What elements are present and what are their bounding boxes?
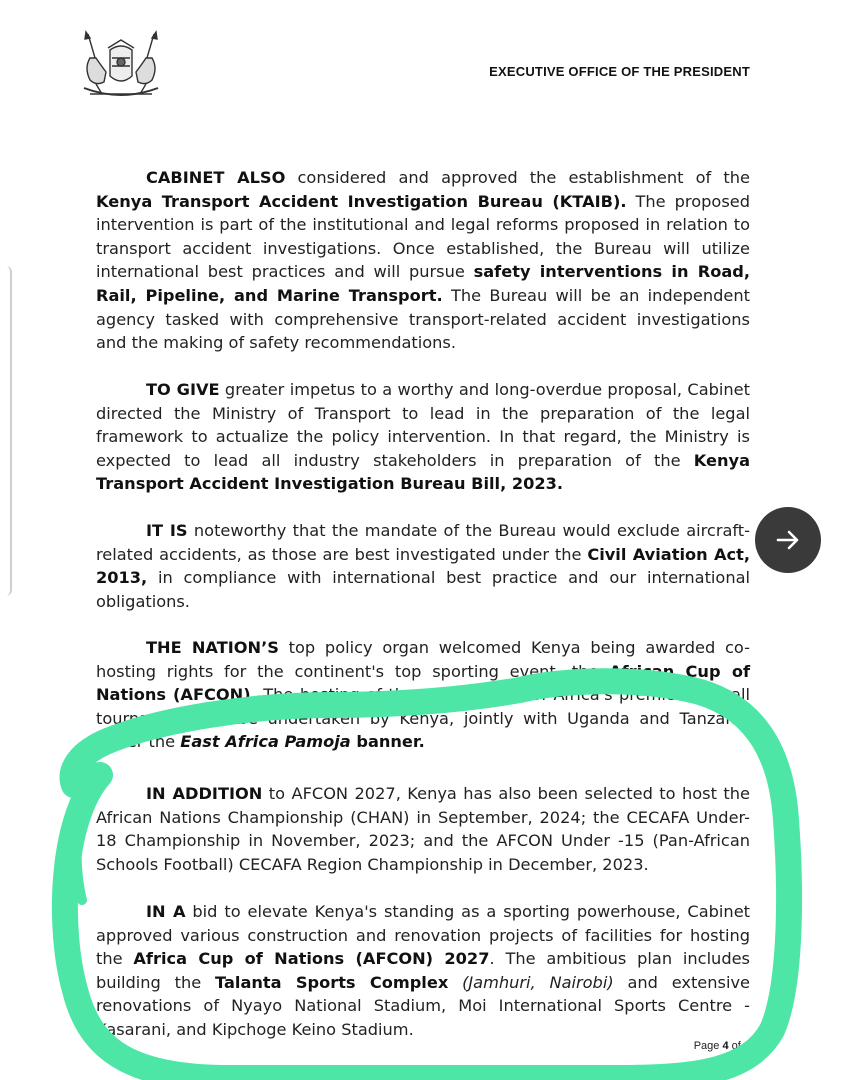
- arrow-right-icon: [772, 524, 804, 556]
- paragraph-in-a-bid: IN A bid to elevate Kenya's standing as a sporting powerhouse, Cabinet approved various construction and renovation projects of facilities for hosting the Africa Cup of Nations (AFCON) 2027. The ambitious plan includes building the Talanta Sports Complex (Jamhuri, Nairobi) and extensive renovations of Nyayo National Stadium, Moi International Sports Centre - Kasarani, and Kipchoge Keino Stadium.: [96, 902, 750, 1039]
- side-drawer-handle[interactable]: [0, 266, 12, 596]
- lead-phrase: IT IS: [146, 521, 188, 540]
- lead-phrase: IN A: [146, 902, 186, 921]
- paragraph-ktaib: CABINET ALSO considered and approved the establishment of the Kenya Transport Accident Investigation Bureau (KTAIB). The proposed intervention is part of the institutional and legal reforms proposed in relation to transport accident investigations. Once established, the Bureau will utilize international best practices and will pursue safety interventions in Road, Rail, Pipeline, and Marine Transport. The Bureau will be an independent agency tasked with comprehensive transport-related accident investigations and the making of safety recommendations.: [96, 168, 750, 353]
- paragraph-in-addition: IN ADDITION to AFCON 2027, Kenya has also been selected to host the African Nations Championship (CHAN) in September, 2024; the CECAFA Under-18 Championship in November, 2023; and the AFCON Under -15 (Pan-African Schools Football) CECAFA Region Championship in December, 2023.: [96, 784, 750, 874]
- paragraph-the-nations: THE NATION’S top policy organ welcomed Kenya being awarded co-hosting rights for the continent's top sporting event, the African Cup of Nations (AFCON). The hosting of the 2027 edition of Africa's premier football tournament will be undertaken by Kenya, jointly with Uganda and Tanzania under the East Africa Pamoja banner.: [96, 638, 750, 752]
- kenya-coat-of-arms-icon: [76, 28, 166, 106]
- page-number: Page 4 of 6: [693, 1040, 750, 1052]
- lead-phrase: THE NATION’S: [146, 638, 279, 657]
- paragraph-it-is: IT IS noteworthy that the mandate of the Bureau would exclude aircraft-related accidents, as those are best investigated under the Civil Aviation Act, 2013, in compliance with international best practice and our international obligations.: [96, 521, 750, 611]
- paragraph-to-give: TO GIVE greater impetus to a worthy and long-overdue proposal, Cabinet directed the Ministry of Transport to lead in the preparation of the legal framework to actualize the policy intervention. In that regard, the Ministry is expected to lead all industry stakeholders in preparation of the Kenya Transport Accident Investigation Bureau Bill, 2023.: [96, 380, 750, 494]
- office-title: EXECUTIVE OFFICE OF THE PRESIDENT: [489, 64, 750, 79]
- lead-phrase: IN ADDITION: [146, 784, 263, 803]
- lead-phrase: TO GIVE: [146, 380, 220, 399]
- next-page-button[interactable]: [755, 507, 821, 573]
- lead-phrase: CABINET ALSO: [146, 168, 286, 187]
